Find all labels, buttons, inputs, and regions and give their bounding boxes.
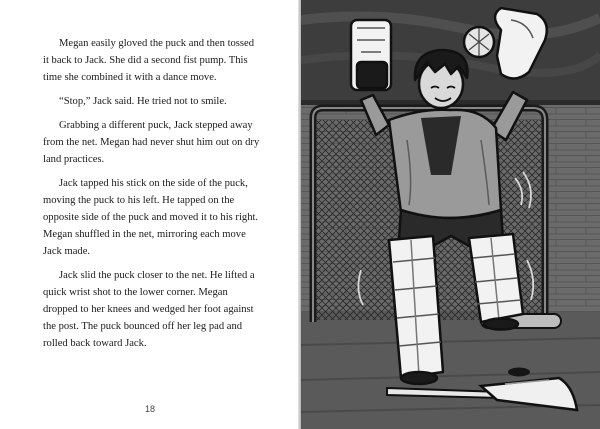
goalie-illustration (301, 0, 600, 429)
paragraph: “Stop,” Jack said. He tried not to smile. (59, 96, 227, 107)
paragraph: Jack tapped his stick on the side of the puck, moving the puck to his left. He tapped on the opposite side of the puck and moved it to his right. Megan shuffled in the net, mirroring each move Jack made. (43, 178, 259, 257)
page-number: 18 (144, 404, 155, 414)
paragraph: Megan easily gloved the puck and then tossed it back to Jack. She did a second fist pump. This time she combined it with a dance move. (43, 38, 255, 83)
paragraph: Jack slid the puck closer to the net. He lifted a quick wrist shot to the lower corner. Megan dropped to her knees and wedged her foot against the post. The puck bounced off her leg pad and rolled back toward Jack. (43, 270, 255, 349)
puck (508, 368, 530, 377)
illustration-page (301, 0, 600, 429)
paragraph: Grabbing a different puck, Jack stepped away from the net. Megan had never shut him out on dry land practices. (43, 120, 260, 165)
story-text (43, 35, 261, 359)
